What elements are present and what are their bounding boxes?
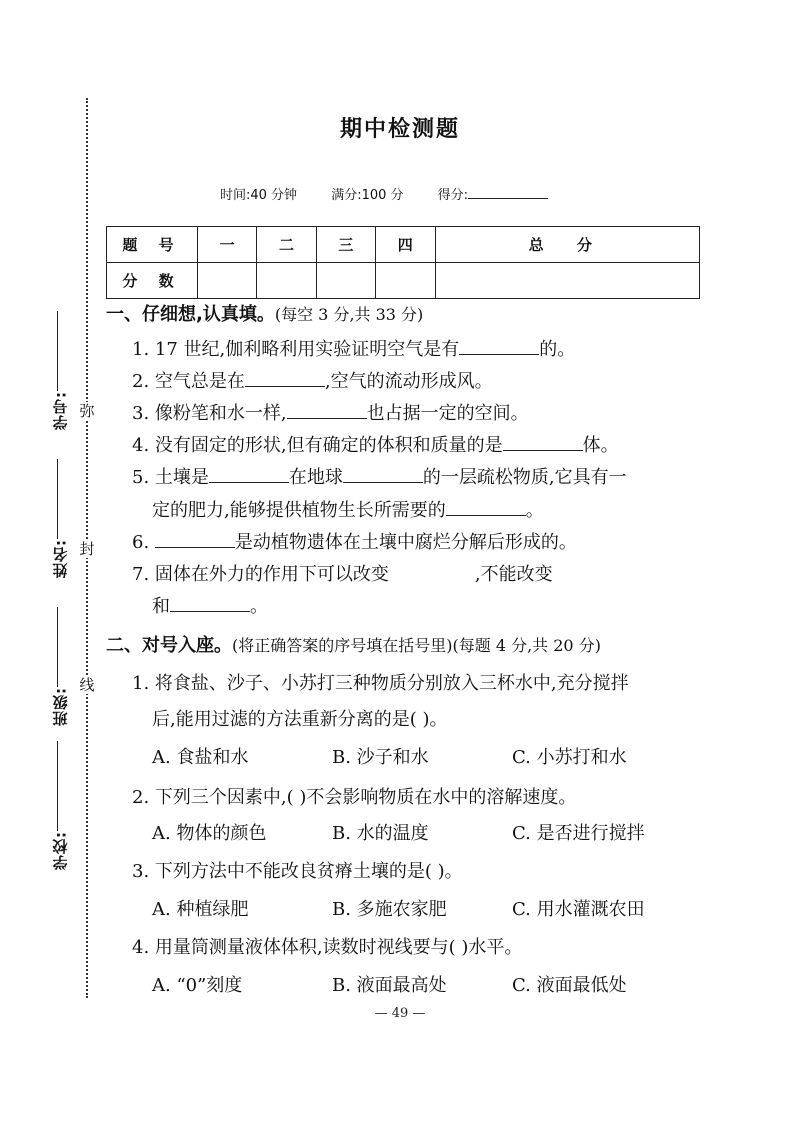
s1-question-6 — [132, 529, 577, 557]
s2-question-3: 3. 下列方法中不能改良贫瘠土壤的是( )。 — [132, 861, 463, 882]
s1-q2-text: 2. 空气总是在 — [132, 371, 245, 392]
score-blank[interactable] — [468, 180, 548, 199]
s2-q4-options — [152, 972, 627, 1000]
s1-q4-text-end: 体。 — [582, 435, 619, 456]
s1-q4-text: 4. 没有固定的形状,但有确定的体积和质量的是 — [132, 435, 503, 456]
margin-seal-word-1: 弥 — [79, 402, 95, 420]
s1-question-5-cont — [152, 497, 544, 525]
s1-q5-text-4: 定的肥力,能够提供植物生长所需要的 — [152, 500, 446, 521]
score-table-header-row — [107, 227, 700, 263]
answer-blank[interactable] — [245, 368, 325, 387]
score-table-cell: 四 — [376, 227, 435, 263]
score-table-score-row — [107, 263, 700, 299]
s1-q3-text: 3. 像粉笔和水一样, — [132, 403, 287, 424]
student-school-field[interactable] — [40, 730, 80, 870]
s2-q3-options — [152, 896, 645, 924]
option-a[interactable]: A. “0”刻度 — [152, 975, 243, 996]
score-input-cell[interactable] — [198, 263, 257, 299]
option-b[interactable]: B. 液面最高处 — [332, 975, 447, 996]
answer-blank[interactable] — [459, 336, 539, 355]
score-table-cell: 一 — [198, 227, 257, 263]
score-table-cell: 三 — [316, 227, 375, 263]
option-a[interactable]: A. 物体的颜色 — [152, 823, 267, 844]
student-class-label: 班级: — [51, 687, 70, 726]
student-school-label: 学校: — [51, 831, 70, 870]
time-limit: 时间:40 分钟 — [220, 188, 298, 203]
s1-q6-text: 6. — [132, 532, 155, 553]
s1-question-3 — [132, 400, 529, 428]
answer-blank[interactable] — [343, 464, 423, 483]
s1-q1-text: 1. 17 世纪,伽利略利用实验证明空气是有 — [132, 339, 460, 360]
page-number: — 49 — — [374, 1006, 426, 1021]
answer-blank[interactable] — [287, 400, 367, 419]
s1-q5-text: 5. 土壤是 — [132, 467, 209, 488]
student-id-label: 学号: — [51, 391, 70, 430]
option-a[interactable]: A. 种植绿肥 — [152, 899, 249, 920]
s2-q2-options — [152, 820, 645, 848]
s1-q7-text-2: ,不能改变 — [474, 564, 553, 585]
option-c[interactable]: C. 小苏打和水 — [512, 747, 627, 768]
section1-heading — [106, 301, 423, 329]
section1-title: 一、仔细想,认真填。 — [106, 304, 275, 325]
s2-question-1: 1. 将食盐、沙子、小苏打三种物质分别放入三杯水中,充分搅拌 — [132, 673, 629, 694]
s1-question-1 — [132, 336, 575, 364]
s1-q2-text-end: ,空气的流动形成风。 — [324, 371, 493, 392]
page-title: 期中检测题 — [339, 117, 460, 142]
s1-q7-text-3: 和 — [152, 596, 170, 617]
score-label: 得分: — [437, 188, 469, 203]
student-name-field[interactable] — [40, 448, 80, 578]
s1-q3-text-end: 也占据一定的空间。 — [366, 403, 529, 424]
exam-meta — [220, 180, 548, 203]
answer-blank[interactable] — [503, 432, 583, 451]
section2-title: 二、对号入座。 — [106, 635, 232, 656]
s1-question-7-cont — [152, 593, 268, 621]
section1-note: (每空 3 分,共 33 分) — [274, 305, 424, 324]
option-b[interactable]: B. 水的温度 — [332, 823, 429, 844]
section2-heading — [106, 632, 601, 660]
s1-q1-text-end: 的。 — [539, 339, 576, 360]
s1-q6-text-end: 是动植物遗体在土壤中腐烂分解后形成的。 — [234, 532, 577, 553]
s2-question-2: 2. 下列三个因素中,( )不会影响物质在水中的溶解速度。 — [132, 787, 577, 808]
option-a[interactable]: A. 食盐和水 — [152, 747, 249, 768]
s1-q7-text-end: 。 — [250, 596, 268, 617]
s2-question-4: 4. 用量筒测量液体体积,读数时视线要与( )水平。 — [132, 937, 523, 958]
score-row-label: 分 数 — [107, 263, 198, 299]
option-c[interactable]: C. 液面最低处 — [512, 975, 627, 996]
option-b[interactable]: B. 多施农家肥 — [332, 899, 447, 920]
margin-seal-word-3: 线 — [79, 676, 95, 694]
student-id-field[interactable] — [40, 300, 80, 430]
section2-note: (将正确答案的序号填在括号里)(每题 4 分,共 20 分) — [232, 636, 601, 655]
option-c[interactable]: C. 是否进行搅拌 — [512, 823, 645, 844]
score-table-cell: 题 号 — [107, 227, 198, 263]
full-score: 满分:100 分 — [331, 188, 404, 203]
s1-q5-text-2: 在地球 — [288, 467, 343, 488]
s1-q5-text-3: 的一层疏松物质,它具有一 — [422, 467, 627, 488]
answer-blank[interactable] — [155, 529, 235, 548]
score-input-cell[interactable] — [376, 263, 435, 299]
s1-question-2 — [132, 368, 493, 396]
score-input-cell[interactable] — [435, 263, 700, 299]
score-table — [106, 226, 700, 299]
s2-question-1-cont: 后,能用过滤的方法重新分离的是( )。 — [152, 709, 448, 730]
s1-question-5 — [132, 464, 627, 492]
student-name-label: 姓名: — [51, 539, 70, 578]
score-input-cell[interactable] — [316, 263, 375, 299]
answer-blank[interactable] — [446, 497, 526, 516]
s1-q7-text: 7. 固体在外力的作用下可以改变 — [132, 564, 389, 585]
score-table-cell: 总 分 — [435, 227, 700, 263]
s1-question-4 — [132, 432, 619, 460]
s2-q1-options — [152, 744, 627, 772]
option-c[interactable]: C. 用水灌溉农田 — [512, 899, 645, 920]
option-b[interactable]: B. 沙子和水 — [332, 747, 429, 768]
margin-seal-word-2: 封 — [79, 540, 95, 558]
answer-blank[interactable] — [209, 464, 289, 483]
s1-q5-text-end: 。 — [525, 500, 544, 521]
score-input-cell[interactable] — [257, 263, 316, 299]
s1-question-7 — [132, 561, 553, 589]
student-class-field[interactable] — [40, 596, 80, 726]
answer-blank[interactable] — [170, 593, 250, 612]
score-table-cell: 二 — [257, 227, 316, 263]
